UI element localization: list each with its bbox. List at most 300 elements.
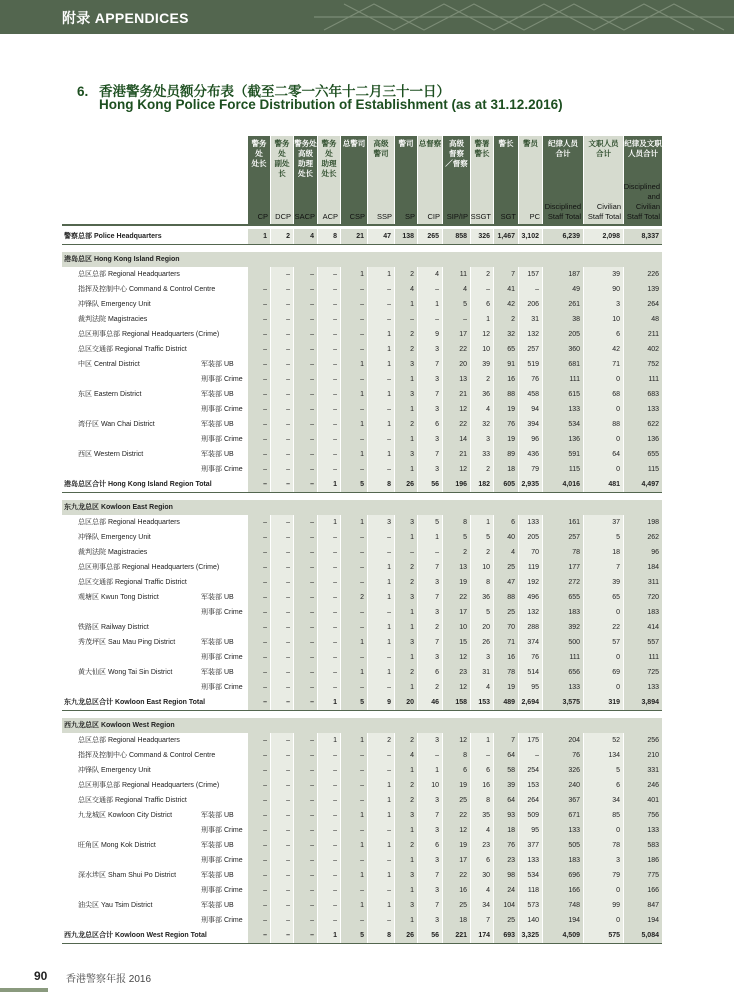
table-cell: 12 (459, 466, 467, 473)
table-row (62, 733, 662, 748)
table-cell: 10 (612, 316, 620, 323)
table-cell: – (486, 286, 490, 293)
table-cell: – (310, 301, 314, 308)
table-cell: 205 (568, 331, 580, 338)
table-cell: 22 (459, 872, 467, 879)
table-cell: – (286, 301, 290, 308)
table-cell: – (333, 594, 337, 601)
table-cell: 7 (435, 451, 439, 458)
table-cell: 32 (482, 421, 490, 428)
table-cell: 10 (482, 346, 490, 353)
region-total-row (62, 695, 662, 710)
table-cell: – (463, 316, 467, 323)
table-cell: – (360, 887, 364, 894)
header-cn: 警务处 助理 处长 (321, 139, 337, 178)
table-cell: – (310, 782, 314, 789)
table-cell: – (286, 451, 290, 458)
table-cell: – (360, 549, 364, 556)
table-cell: 1 (360, 639, 364, 646)
table-cell: 374 (527, 639, 539, 646)
table-cell: 32 (507, 331, 515, 338)
table-cell: – (333, 654, 337, 661)
table-cell: – (286, 917, 290, 924)
row-sublabel: 军装部 UB (201, 594, 234, 601)
table-cell: – (310, 519, 314, 526)
table-cell: 257 (568, 534, 580, 541)
table-cell: 98 (507, 872, 515, 879)
table-cell: 6 (435, 669, 439, 676)
header-civilian-staff-total (584, 136, 623, 224)
table-cell: 3,102 (521, 233, 539, 240)
table-cell: – (263, 857, 267, 864)
table-cell: 1 (387, 872, 391, 879)
table-cell: 3 (410, 639, 414, 646)
header-cn: 总警司 (342, 139, 366, 148)
table-cell: 0 (616, 917, 620, 924)
table-cell: – (360, 376, 364, 383)
table-cell: 17 (459, 331, 467, 338)
table-cell: 0 (616, 609, 620, 616)
table-cell: – (310, 797, 314, 804)
table-cell: – (286, 346, 290, 353)
header-en: CP (257, 212, 268, 221)
table-cell: 22 (459, 346, 467, 353)
table-cell: 133 (568, 684, 580, 691)
table-cell: 725 (647, 669, 659, 676)
table-cell: – (333, 624, 337, 631)
table-cell: 500 (568, 639, 580, 646)
table-cell: 221 (455, 932, 467, 939)
table-row (62, 387, 662, 402)
table-cell: – (387, 286, 391, 293)
table-cell: 2 (387, 737, 391, 744)
row-sublabel: 军装部 UB (201, 812, 234, 819)
table-cell: – (333, 564, 337, 571)
table-cell: 257 (527, 346, 539, 353)
table-cell: 3 (435, 737, 439, 744)
table-cell: 30 (482, 872, 490, 879)
table-cell: 262 (647, 534, 659, 541)
table-cell: 58 (507, 767, 515, 774)
table-row (62, 462, 662, 477)
table-cell: 3 (435, 917, 439, 924)
table-cell: 4 (435, 271, 439, 278)
table-row (62, 447, 662, 462)
table-cell: 605 (503, 481, 515, 488)
table-cell: 226 (647, 271, 659, 278)
table-cell: 6 (435, 842, 439, 849)
table-cell: 3 (435, 346, 439, 353)
table-cell: 17 (459, 857, 467, 864)
region-total-row (62, 477, 662, 492)
table-cell: 402 (647, 346, 659, 353)
table-cell: 6 (486, 857, 490, 864)
row-label: 冲锋队 Emergency Unit (78, 301, 151, 308)
table-cell: – (360, 624, 364, 631)
table-row (62, 402, 662, 417)
table-cell: 42 (507, 301, 515, 308)
table-cell: 22 (459, 594, 467, 601)
row-sublabel: 刑事部 Crime (201, 406, 243, 413)
table-cell: 1 (360, 737, 364, 744)
table-cell: 2 (410, 579, 414, 586)
table-cell: – (263, 519, 267, 526)
table-cell: 26 (482, 639, 490, 646)
table-cell: 206 (527, 301, 539, 308)
table-cell: – (263, 797, 267, 804)
table-cell: 1 (410, 917, 414, 924)
table-cell: – (435, 752, 439, 759)
table-cell: – (310, 564, 314, 571)
table-cell: 377 (527, 842, 539, 849)
table-cell: – (333, 346, 337, 353)
table-cell: 4 (410, 286, 414, 293)
header-dcp (271, 136, 293, 224)
table-cell: – (286, 842, 290, 849)
table-cell: 3 (435, 827, 439, 834)
table-cell: 183 (568, 609, 580, 616)
table-cell: 0 (616, 827, 620, 834)
table-cell: 111 (569, 376, 580, 383)
table-cell: 7 (511, 737, 515, 744)
table-cell: 1 (410, 624, 414, 631)
table-cell: 88 (507, 594, 515, 601)
table-cell: – (360, 782, 364, 789)
table-cell: 19 (507, 684, 515, 691)
row-label: 总区交通部 Regional Traffic District (78, 346, 187, 353)
table-cell: 12 (459, 827, 467, 834)
table-cell: – (360, 534, 364, 541)
table-cell: 79 (612, 872, 620, 879)
table-cell: 99 (612, 902, 620, 909)
table-cell: 775 (647, 872, 659, 879)
table-cell: 76 (531, 376, 539, 383)
table-cell: 0 (616, 887, 620, 894)
table-cell: 8 (486, 579, 490, 586)
table-cell: 655 (568, 594, 580, 601)
row-sublabel: 刑事部 Crime (201, 887, 243, 894)
table-cell: 2 (410, 737, 414, 744)
table-cell: 6 (435, 421, 439, 428)
table-cell: 6 (486, 301, 490, 308)
header-cn: 总督察 (418, 139, 442, 148)
table-cell: – (286, 579, 290, 586)
table-cell: 31 (482, 669, 490, 676)
table-cell: – (333, 406, 337, 413)
table-cell: 174 (478, 932, 490, 939)
table-cell: – (310, 549, 314, 556)
table-cell: 0 (616, 376, 620, 383)
table-cell: – (333, 857, 337, 864)
table-cell: 23 (482, 842, 490, 849)
table-cell: – (310, 654, 314, 661)
title-cn-text: 香港警务处员额分布表（截至二零一六年十二月三十一日） (99, 84, 450, 99)
header-sip-ip (443, 136, 470, 224)
table-cell: 166 (647, 887, 659, 894)
table-cell: – (310, 624, 314, 631)
table-row (62, 808, 662, 823)
table-cell: – (310, 812, 314, 819)
table-cell: – (310, 917, 314, 924)
table-cell: 56 (431, 481, 439, 488)
table-cell: 4 (511, 549, 515, 556)
row-sublabel: 军装部 UB (201, 421, 234, 428)
table-cell: – (286, 624, 290, 631)
table-cell: – (263, 609, 267, 616)
table-cell: 3 (486, 436, 490, 443)
table-cell: – (360, 609, 364, 616)
table-cell: 3 (435, 579, 439, 586)
table-cell: – (286, 812, 290, 819)
row-label: 总区刑事总部 Regional Headquarters (Crime) (78, 331, 220, 338)
row-label: 东九龙总区 Kowloon East Region (64, 504, 173, 511)
table-cell: 31 (531, 316, 539, 323)
table-cell: – (333, 391, 337, 398)
row-label: 湾仔区 Wan Chai District (78, 421, 155, 428)
table-cell: 4 (486, 684, 490, 691)
table-row (62, 357, 662, 372)
table-cell: – (310, 421, 314, 428)
table-cell: – (535, 752, 539, 759)
table-cell: 166 (568, 887, 580, 894)
table-cell: – (286, 797, 290, 804)
table-cell: 2 (435, 684, 439, 691)
table-cell: 133 (568, 827, 580, 834)
table-cell: 683 (647, 391, 659, 398)
table-cell: 0 (616, 436, 620, 443)
table-cell: 38 (572, 316, 580, 323)
table-cell: 161 (568, 519, 580, 526)
table-cell: 183 (568, 857, 580, 864)
header-en: SACP (294, 212, 315, 221)
table-cell: – (263, 286, 267, 293)
table-cell: 2 (410, 421, 414, 428)
table-cell: 7 (435, 812, 439, 819)
table-cell: – (310, 609, 314, 616)
table-row (62, 793, 662, 808)
table-cell: – (333, 752, 337, 759)
table-cell: 1 (360, 812, 364, 819)
table-cell: – (263, 917, 267, 924)
table-cell: 394 (527, 421, 539, 428)
table-cell: – (263, 932, 267, 939)
table-cell: 4,509 (562, 932, 580, 939)
table-cell: 0 (616, 654, 620, 661)
table-cell: 22 (459, 812, 467, 819)
table-cell: 19 (507, 436, 515, 443)
row-label: 总区刑事总部 Regional Headquarters (Crime) (78, 564, 220, 571)
table-cell: – (333, 421, 337, 428)
table-cell: – (333, 549, 337, 556)
table-cell: – (333, 669, 337, 676)
table-cell: – (310, 887, 314, 894)
table-cell: 1 (387, 812, 391, 819)
table-cell: 5 (360, 699, 364, 706)
table-cell: 47 (383, 233, 391, 240)
table-cell: 8 (463, 752, 467, 759)
table-cell: 25 (507, 917, 515, 924)
table-cell: 0 (616, 684, 620, 691)
table-cell: – (310, 406, 314, 413)
table-cell: – (387, 549, 391, 556)
table-cell: 7 (486, 917, 490, 924)
table-cell: 5 (360, 932, 364, 939)
table-cell: – (286, 481, 290, 488)
table-cell: 3,575 (562, 699, 580, 706)
table-cell: 64 (507, 797, 515, 804)
table-cell: – (286, 361, 290, 368)
total-divider (62, 943, 662, 944)
table-cell: 15 (459, 639, 467, 646)
region-header (62, 500, 662, 515)
table-cell: 71 (507, 639, 515, 646)
table-cell: – (310, 684, 314, 691)
table-cell: 76 (572, 752, 580, 759)
row-label: 油尖区 Yau Tsim District (78, 902, 153, 909)
table-cell: 46 (431, 699, 439, 706)
table-cell: – (263, 421, 267, 428)
table-cell: 591 (568, 451, 580, 458)
table-cell: – (333, 767, 337, 774)
table-cell: 49 (572, 286, 580, 293)
table-cell: – (310, 737, 314, 744)
table-cell: – (286, 421, 290, 428)
table-cell: 11 (459, 271, 467, 278)
table-cell: 8 (486, 797, 490, 804)
header-disciplined-staff-total (543, 136, 583, 224)
table-cell: 65 (612, 594, 620, 601)
table-row (62, 282, 662, 297)
table-cell: 752 (647, 361, 659, 368)
table-cell: 89 (507, 451, 515, 458)
table-cell: 4 (410, 752, 414, 759)
row-sublabel: 军装部 UB (201, 669, 234, 676)
table-cell: – (333, 286, 337, 293)
table-cell: 52 (612, 737, 620, 744)
table-cell: 194 (647, 917, 659, 924)
row-sublabel: 刑事部 Crime (201, 917, 243, 924)
table-cell: 76 (507, 421, 515, 428)
table-cell: 119 (527, 564, 539, 571)
header-cn: 纪律及文职 人员合计 (624, 139, 662, 158)
table-cell: 79 (531, 466, 539, 473)
table-cell: 64 (507, 752, 515, 759)
table-cell: 509 (527, 812, 539, 819)
table-cell: 40 (507, 534, 515, 541)
table-cell: – (310, 902, 314, 909)
row-sublabel: 军装部 UB (201, 391, 234, 398)
table-cell: – (360, 466, 364, 473)
table-cell: 34 (482, 902, 490, 909)
table-row (62, 545, 662, 560)
table-cell: 1 (387, 271, 391, 278)
table-cell: 2 (410, 331, 414, 338)
column-shade (248, 267, 270, 282)
table-cell: 261 (568, 301, 580, 308)
banner-label: 附录 APPENDICES (62, 10, 189, 26)
table-cell: – (360, 654, 364, 661)
table-cell: 240 (568, 782, 580, 789)
table-cell: 6 (511, 519, 515, 526)
table-cell: 95 (531, 827, 539, 834)
table-cell: – (310, 857, 314, 864)
table-cell: 1 (387, 594, 391, 601)
table-cell: 1 (410, 436, 414, 443)
table-row (62, 823, 662, 838)
table-cell: 288 (527, 624, 539, 631)
table-cell: – (360, 797, 364, 804)
table-cell: 1 (410, 887, 414, 894)
table-row (62, 898, 662, 913)
table-cell: – (263, 594, 267, 601)
header-en: SP (404, 212, 415, 221)
table-cell: – (263, 361, 267, 368)
table-cell: – (286, 331, 290, 338)
table-cell: 96 (651, 549, 659, 556)
header-sp (395, 136, 417, 224)
header-en: ACP (322, 212, 338, 221)
table-cell: 26 (406, 932, 414, 939)
table-cell: 256 (647, 737, 659, 744)
table-cell: 18 (612, 549, 620, 556)
header-en: Civilian Staff Total (587, 202, 621, 221)
row-label: 指挥及控制中心 Command & Control Centre (78, 752, 216, 759)
table-cell: 3 (616, 857, 620, 864)
table-cell: 1 (410, 684, 414, 691)
table-cell: 246 (647, 782, 659, 789)
table-cell: – (310, 436, 314, 443)
table-cell: 4,016 (562, 481, 580, 488)
table-cell: 3 (410, 902, 414, 909)
table-cell: – (263, 842, 267, 849)
table-cell: 22 (459, 421, 467, 428)
row-sublabel: 军装部 UB (201, 639, 234, 646)
row-label: 西九龙总区 Kowloon West Region (64, 722, 175, 729)
table-cell: 39 (482, 361, 490, 368)
header-en: SIP/IP (446, 212, 468, 221)
table-cell: 655 (647, 451, 659, 458)
row-label: 总区总部 Regional Headquarters (78, 737, 180, 744)
table-cell: 76 (507, 842, 515, 849)
table-cell: 96 (531, 436, 539, 443)
row-label: 指挥及控制中心 Command & Control Centre (78, 286, 216, 293)
header-pc (519, 136, 542, 224)
footer-title: 香港警察年报 2016 (66, 974, 152, 985)
table-cell: 615 (568, 391, 580, 398)
table-cell: – (333, 331, 337, 338)
table-cell: 25 (507, 609, 515, 616)
table-cell: 1 (486, 316, 490, 323)
table-cell: 1 (387, 346, 391, 353)
table-cell: 7 (435, 639, 439, 646)
table-cell: 3 (410, 451, 414, 458)
table-cell: – (286, 932, 290, 939)
header-cn: 警员 (523, 139, 538, 148)
header-en: CIP (427, 212, 440, 221)
header-cp (248, 136, 270, 224)
table-row (62, 229, 662, 244)
table-cell: 133 (527, 519, 539, 526)
header-cn: 警司 (398, 139, 414, 148)
table-row (62, 650, 662, 665)
table-cell: – (286, 684, 290, 691)
table-row (62, 432, 662, 447)
table-cell: 5 (616, 767, 620, 774)
table-cell: 2 (486, 376, 490, 383)
table-cell: – (387, 767, 391, 774)
table-cell: – (286, 609, 290, 616)
table-cell: 847 (647, 902, 659, 909)
